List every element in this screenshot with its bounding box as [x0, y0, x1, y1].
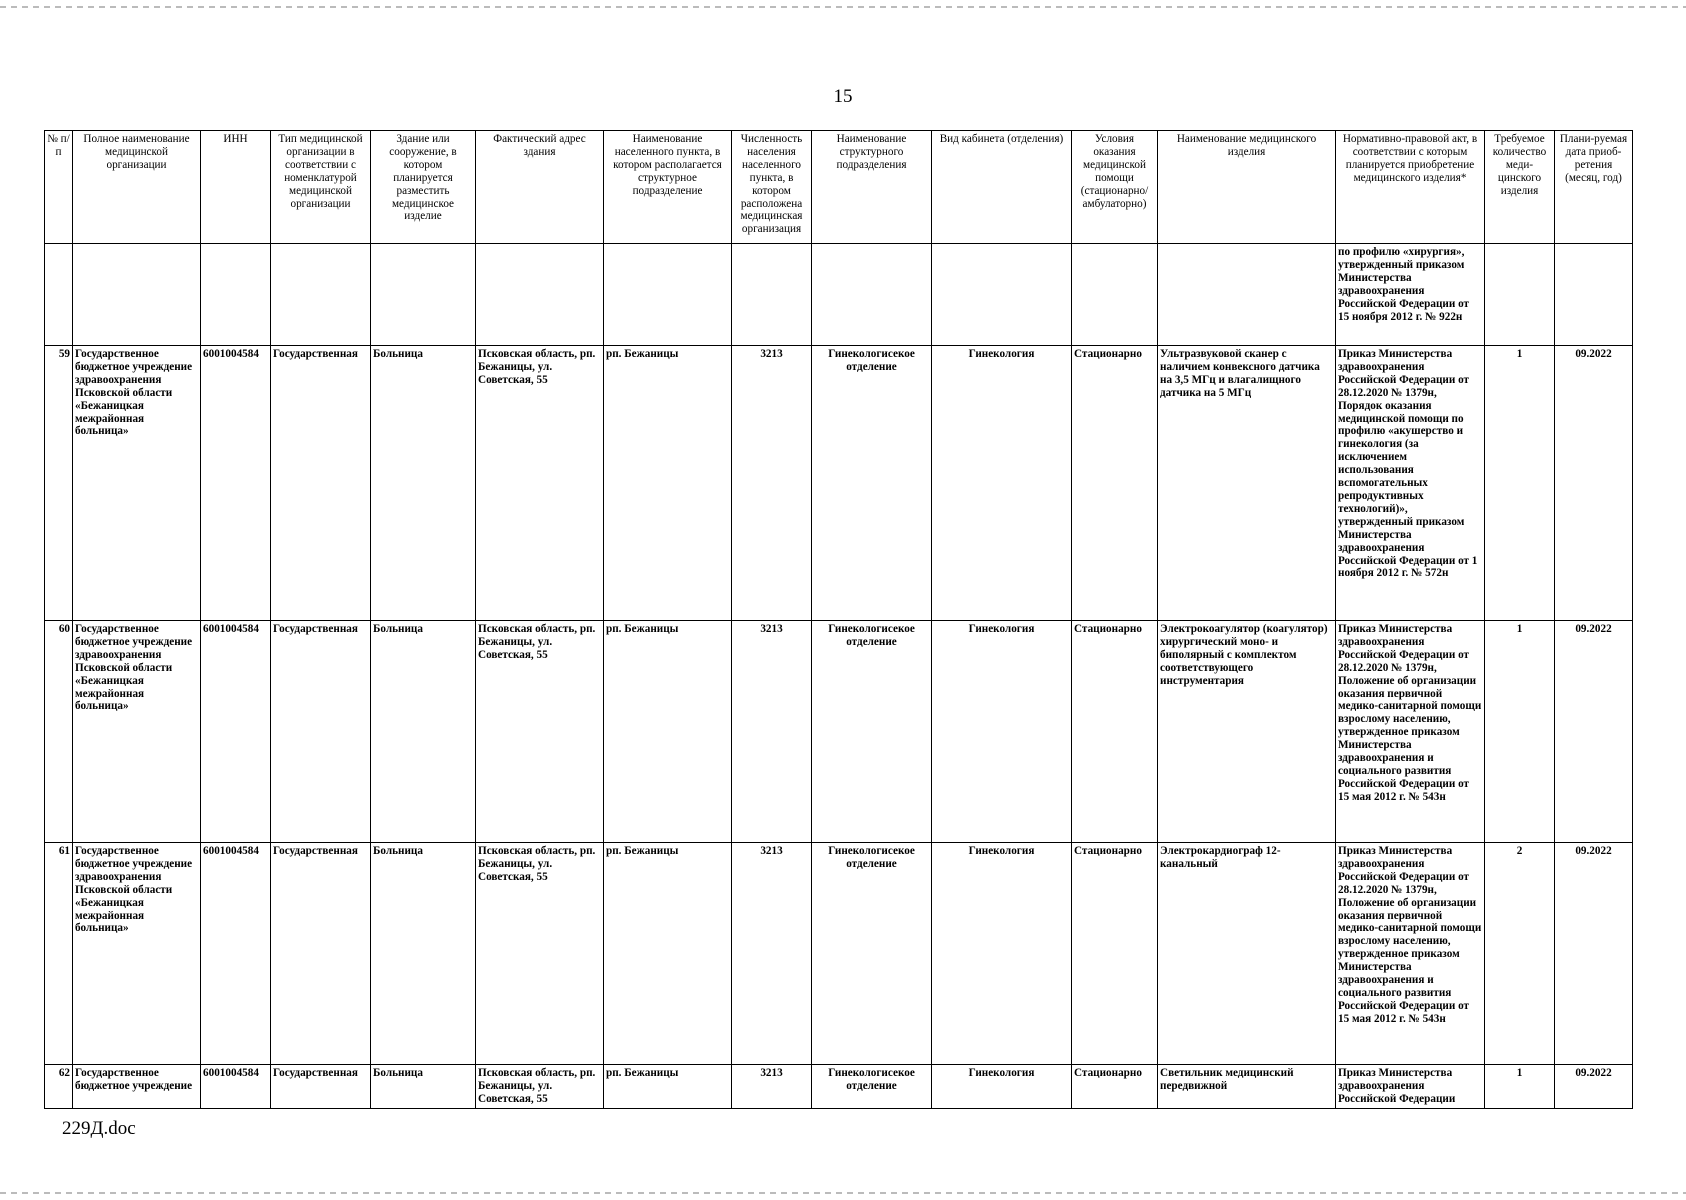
cell-quantity: 1: [1485, 621, 1555, 843]
cell-settlement: рп. Бежаницы: [604, 1065, 732, 1109]
cell-legal-act: Приказ Министерства здравоохранения Российской Федерации от 28.12.2020 № 1379н, Положение об организации оказания первичной медико-санитарной помощи взрослому населению, утвержденное приказом Министерства здравоохранения и социального развития Российской Федерации от 15 мая 2012 г. № 543н: [1336, 621, 1485, 843]
cell-number: 60: [45, 621, 73, 843]
cell-settlement: рп. Бежаницы: [604, 843, 732, 1065]
cell-org-name: [73, 244, 201, 346]
cell-cabinet-type: Гинекология: [932, 1065, 1072, 1109]
cell-population: 3213: [732, 843, 812, 1065]
cell-legal-act: Приказ Министерства здравоохранения Российской Федерации: [1336, 1065, 1485, 1109]
cell-inn: 6001004584: [201, 621, 271, 843]
cell-legal-act: Приказ Министерства здравоохранения Российской Федерации от 28.12.2020 № 1379н, Положение об организации оказания первичной медико-санитарной помощи взрослому населению, утвержденное приказом Министерства здравоохранения и социального развития Российской Федерации от 15 мая 2012 г. № 543н: [1336, 843, 1485, 1065]
table-row: [45, 244, 1633, 346]
cell-settlement: [604, 244, 732, 346]
cell-inn: 6001004584: [201, 843, 271, 1065]
cell-device-name: Электрокоагулятор (коагулятор) хирургический моно- и биполярный с комплектом соответствующего инструментария: [1158, 621, 1336, 843]
cell-settlement: рп. Бежаницы: [604, 346, 732, 621]
cell-device-name: Электрокардиограф 12-канальный: [1158, 843, 1336, 1065]
cell-cabinet-type: [932, 244, 1072, 346]
header-org-type: Тип медицинской организации в соответствии с номенклатурой медицинской организации: [271, 131, 371, 244]
cell-legal-act: по профилю «хирургия», утвержденный приказом Министерства здравоохранения Российской Федерации от 15 ноября 2012 г. № 922н: [1336, 244, 1485, 346]
header-legal-act: Нормативно-правовой акт, в соответствии с которым планируется приобретение медицинского изделия*: [1336, 131, 1485, 244]
header-conditions: Условия оказания медицинской помощи (стационарно/ амбулаторно): [1072, 131, 1158, 244]
cell-population: 3213: [732, 621, 812, 843]
cell-building: Больница: [371, 621, 476, 843]
cell-quantity: [1485, 244, 1555, 346]
cell-population: 3213: [732, 1065, 812, 1109]
cell-inn: [201, 244, 271, 346]
cell-org-type: [271, 244, 371, 346]
cell-planned-date: [1555, 244, 1633, 346]
cell-cabinet-type: Гинекология: [932, 621, 1072, 843]
cell-device-name: [1158, 244, 1336, 346]
cell-device-name: Светильник медицинский передвижной: [1158, 1065, 1336, 1109]
cell-subdivision: [812, 244, 932, 346]
cell-conditions: [1072, 244, 1158, 346]
cell-org-type: Государственная: [271, 1065, 371, 1109]
cell-number: 61: [45, 843, 73, 1065]
header-subdivision: Наименование структурного подразделения: [812, 131, 932, 244]
equipment-table: [44, 130, 1633, 1109]
cell-org-name: Государственное бюджетное учреждение здравоохранения Псковской области «Бежаницкая межрайонная больница»: [73, 346, 201, 621]
cell-address: Псковская область, рп. Бежаницы, ул. Советская, 55: [476, 1065, 604, 1109]
header-number: № п/п: [45, 131, 73, 244]
cell-planned-date: 09.2022: [1555, 346, 1633, 621]
cell-address: Псковская область, рп. Бежаницы, ул. Советская, 55: [476, 346, 604, 621]
header-address: Фактический адрес здания: [476, 131, 604, 244]
cell-address: Псковская область, рп. Бежаницы, ул. Советская, 55: [476, 621, 604, 843]
header-device-name: Наименование медицинского изделия: [1158, 131, 1336, 244]
cell-quantity: 2: [1485, 843, 1555, 1065]
cell-conditions: Стационарно: [1072, 346, 1158, 621]
cell-number: 62: [45, 1065, 73, 1109]
cell-building: Больница: [371, 843, 476, 1065]
header-inn: ИНН: [201, 131, 271, 244]
cell-planned-date: 09.2022: [1555, 1065, 1633, 1109]
cell-number: 59: [45, 346, 73, 621]
header-population: Численность населения населенного пункта, в котором расположена медицинская организация: [732, 131, 812, 244]
cell-building: Больница: [371, 1065, 476, 1109]
cell-building: [371, 244, 476, 346]
cell-quantity: 1: [1485, 1065, 1555, 1109]
cell-population: 3213: [732, 346, 812, 621]
table-row: [45, 843, 1633, 1065]
cell-number: [45, 244, 73, 346]
cell-quantity: 1: [1485, 346, 1555, 621]
cell-population: [732, 244, 812, 346]
cell-address: [476, 244, 604, 346]
cell-inn: 6001004584: [201, 346, 271, 621]
cell-subdivision: Гинекологисекое отделение: [812, 346, 932, 621]
table-row: [45, 346, 1633, 621]
cell-device-name: Ультразвуковой сканер с наличием конвексного датчика на 3,5 МГц и влагалищного датчика на 5 МГц: [1158, 346, 1336, 621]
cell-inn: 6001004584: [201, 1065, 271, 1109]
header-planned-date: Плани-руемая дата приоб-ретения (месяц, год): [1555, 131, 1633, 244]
table-row: [45, 1065, 1633, 1109]
cell-settlement: рп. Бежаницы: [604, 621, 732, 843]
cell-conditions: Стационарно: [1072, 621, 1158, 843]
header-quantity: Требуемое количество меди-цинского изделия: [1485, 131, 1555, 244]
table-row: [45, 621, 1633, 843]
cell-cabinet-type: Гинекология: [932, 843, 1072, 1065]
header-settlement: Наименование населенного пункта, в котором располагается структурное подразделение: [604, 131, 732, 244]
cell-org-type: Государственная: [271, 621, 371, 843]
document-filename: 229Д.doc: [62, 1118, 136, 1139]
table-header-row: [45, 131, 1633, 244]
cell-org-type: Государственная: [271, 843, 371, 1065]
scan-edge-top: [0, 6, 1686, 8]
cell-subdivision: Гинекологисекое отделение: [812, 621, 932, 843]
header-cabinet-type: Вид кабинета (отделения): [932, 131, 1072, 244]
cell-building: Больница: [371, 346, 476, 621]
cell-org-name: Государственное бюджетное учреждение здравоохранения Псковской области «Бежаницкая межрайонная больница»: [73, 621, 201, 843]
header-org-name: Полное наименование медицинской организации: [73, 131, 201, 244]
cell-org-type: Государственная: [271, 346, 371, 621]
cell-org-name: Государственное бюджетное учреждение: [73, 1065, 201, 1109]
cell-address: Псковская область, рп. Бежаницы, ул. Советская, 55: [476, 843, 604, 1065]
cell-conditions: Стационарно: [1072, 843, 1158, 1065]
cell-subdivision: Гинекологисекое отделение: [812, 843, 932, 1065]
cell-cabinet-type: Гинекология: [932, 346, 1072, 621]
scan-edge-bottom: [0, 1192, 1686, 1194]
cell-subdivision: Гинекологисекое отделение: [812, 1065, 932, 1109]
header-building: Здание или сооружение, в котором планируется разместить медицинское изделие: [371, 131, 476, 244]
cell-org-name: Государственное бюджетное учреждение здравоохранения Псковской области «Бежаницкая межрайонная больница»: [73, 843, 201, 1065]
cell-legal-act: Приказ Министерства здравоохранения Российской Федерации от 28.12.2020 № 1379н, Порядок оказания медицинской помощи по профилю «акушерство и гинекология (за исключением использования вспомогательных репродуктивных технологий)», утвержденный приказом Министерства здравоохранения Российской Федерации от 1 ноября 2012 г. № 572н: [1336, 346, 1485, 621]
page-number: 15: [833, 86, 853, 107]
cell-planned-date: 09.2022: [1555, 843, 1633, 1065]
cell-conditions: Стационарно: [1072, 1065, 1158, 1109]
cell-planned-date: 09.2022: [1555, 621, 1633, 843]
